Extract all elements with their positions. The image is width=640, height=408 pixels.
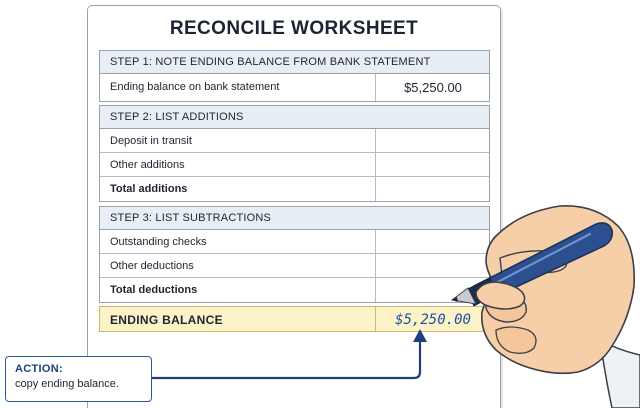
row-label: Ending balance on bank statement bbox=[110, 81, 280, 93]
hand-holding-pen-icon bbox=[482, 206, 640, 408]
callout-heading: ACTION: bbox=[15, 363, 63, 375]
action-callout bbox=[5, 356, 152, 402]
bank-ending-balance-field[interactable]: $5,250.00 bbox=[375, 74, 490, 101]
step3-section bbox=[99, 206, 490, 303]
other-deductions-field[interactable] bbox=[375, 254, 490, 277]
table-row bbox=[100, 153, 489, 177]
total-additions-field[interactable] bbox=[375, 177, 490, 201]
other-additions-field[interactable] bbox=[375, 153, 490, 176]
row-label: Outstanding checks bbox=[110, 236, 207, 248]
table-row bbox=[100, 278, 489, 302]
reconcile-worksheet bbox=[87, 5, 501, 408]
ending-balance-label: ENDING BALANCE bbox=[110, 313, 223, 327]
table-row bbox=[100, 230, 489, 254]
ending-balance-row bbox=[99, 306, 490, 332]
deposit-in-transit-field[interactable] bbox=[375, 129, 490, 152]
callout-text: copy ending balance. bbox=[15, 378, 119, 390]
outstanding-checks-field[interactable] bbox=[375, 230, 490, 253]
table-row bbox=[100, 129, 489, 153]
step1-section bbox=[99, 50, 490, 102]
row-label: Deposit in transit bbox=[110, 135, 192, 147]
step1-heading: STEP 1: NOTE ENDING BALANCE FROM BANK STATEMENT bbox=[100, 51, 489, 74]
total-deductions-field[interactable] bbox=[375, 278, 490, 302]
worksheet-title: RECONCILE WORKSHEET bbox=[169, 18, 419, 39]
row-label: Total deductions bbox=[110, 284, 198, 296]
table-row bbox=[100, 254, 489, 278]
table-row bbox=[100, 74, 489, 101]
row-label: Other additions bbox=[110, 159, 185, 171]
ending-balance-field[interactable]: $5,250.00 bbox=[375, 307, 490, 331]
step2-section bbox=[99, 105, 490, 202]
step2-heading: STEP 2: LIST ADDITIONS bbox=[100, 106, 489, 129]
row-label: Other deductions bbox=[110, 260, 194, 272]
row-label: Total additions bbox=[110, 183, 188, 195]
table-row bbox=[100, 177, 489, 201]
step3-heading: STEP 3: LIST SUBTRACTIONS bbox=[100, 207, 489, 230]
